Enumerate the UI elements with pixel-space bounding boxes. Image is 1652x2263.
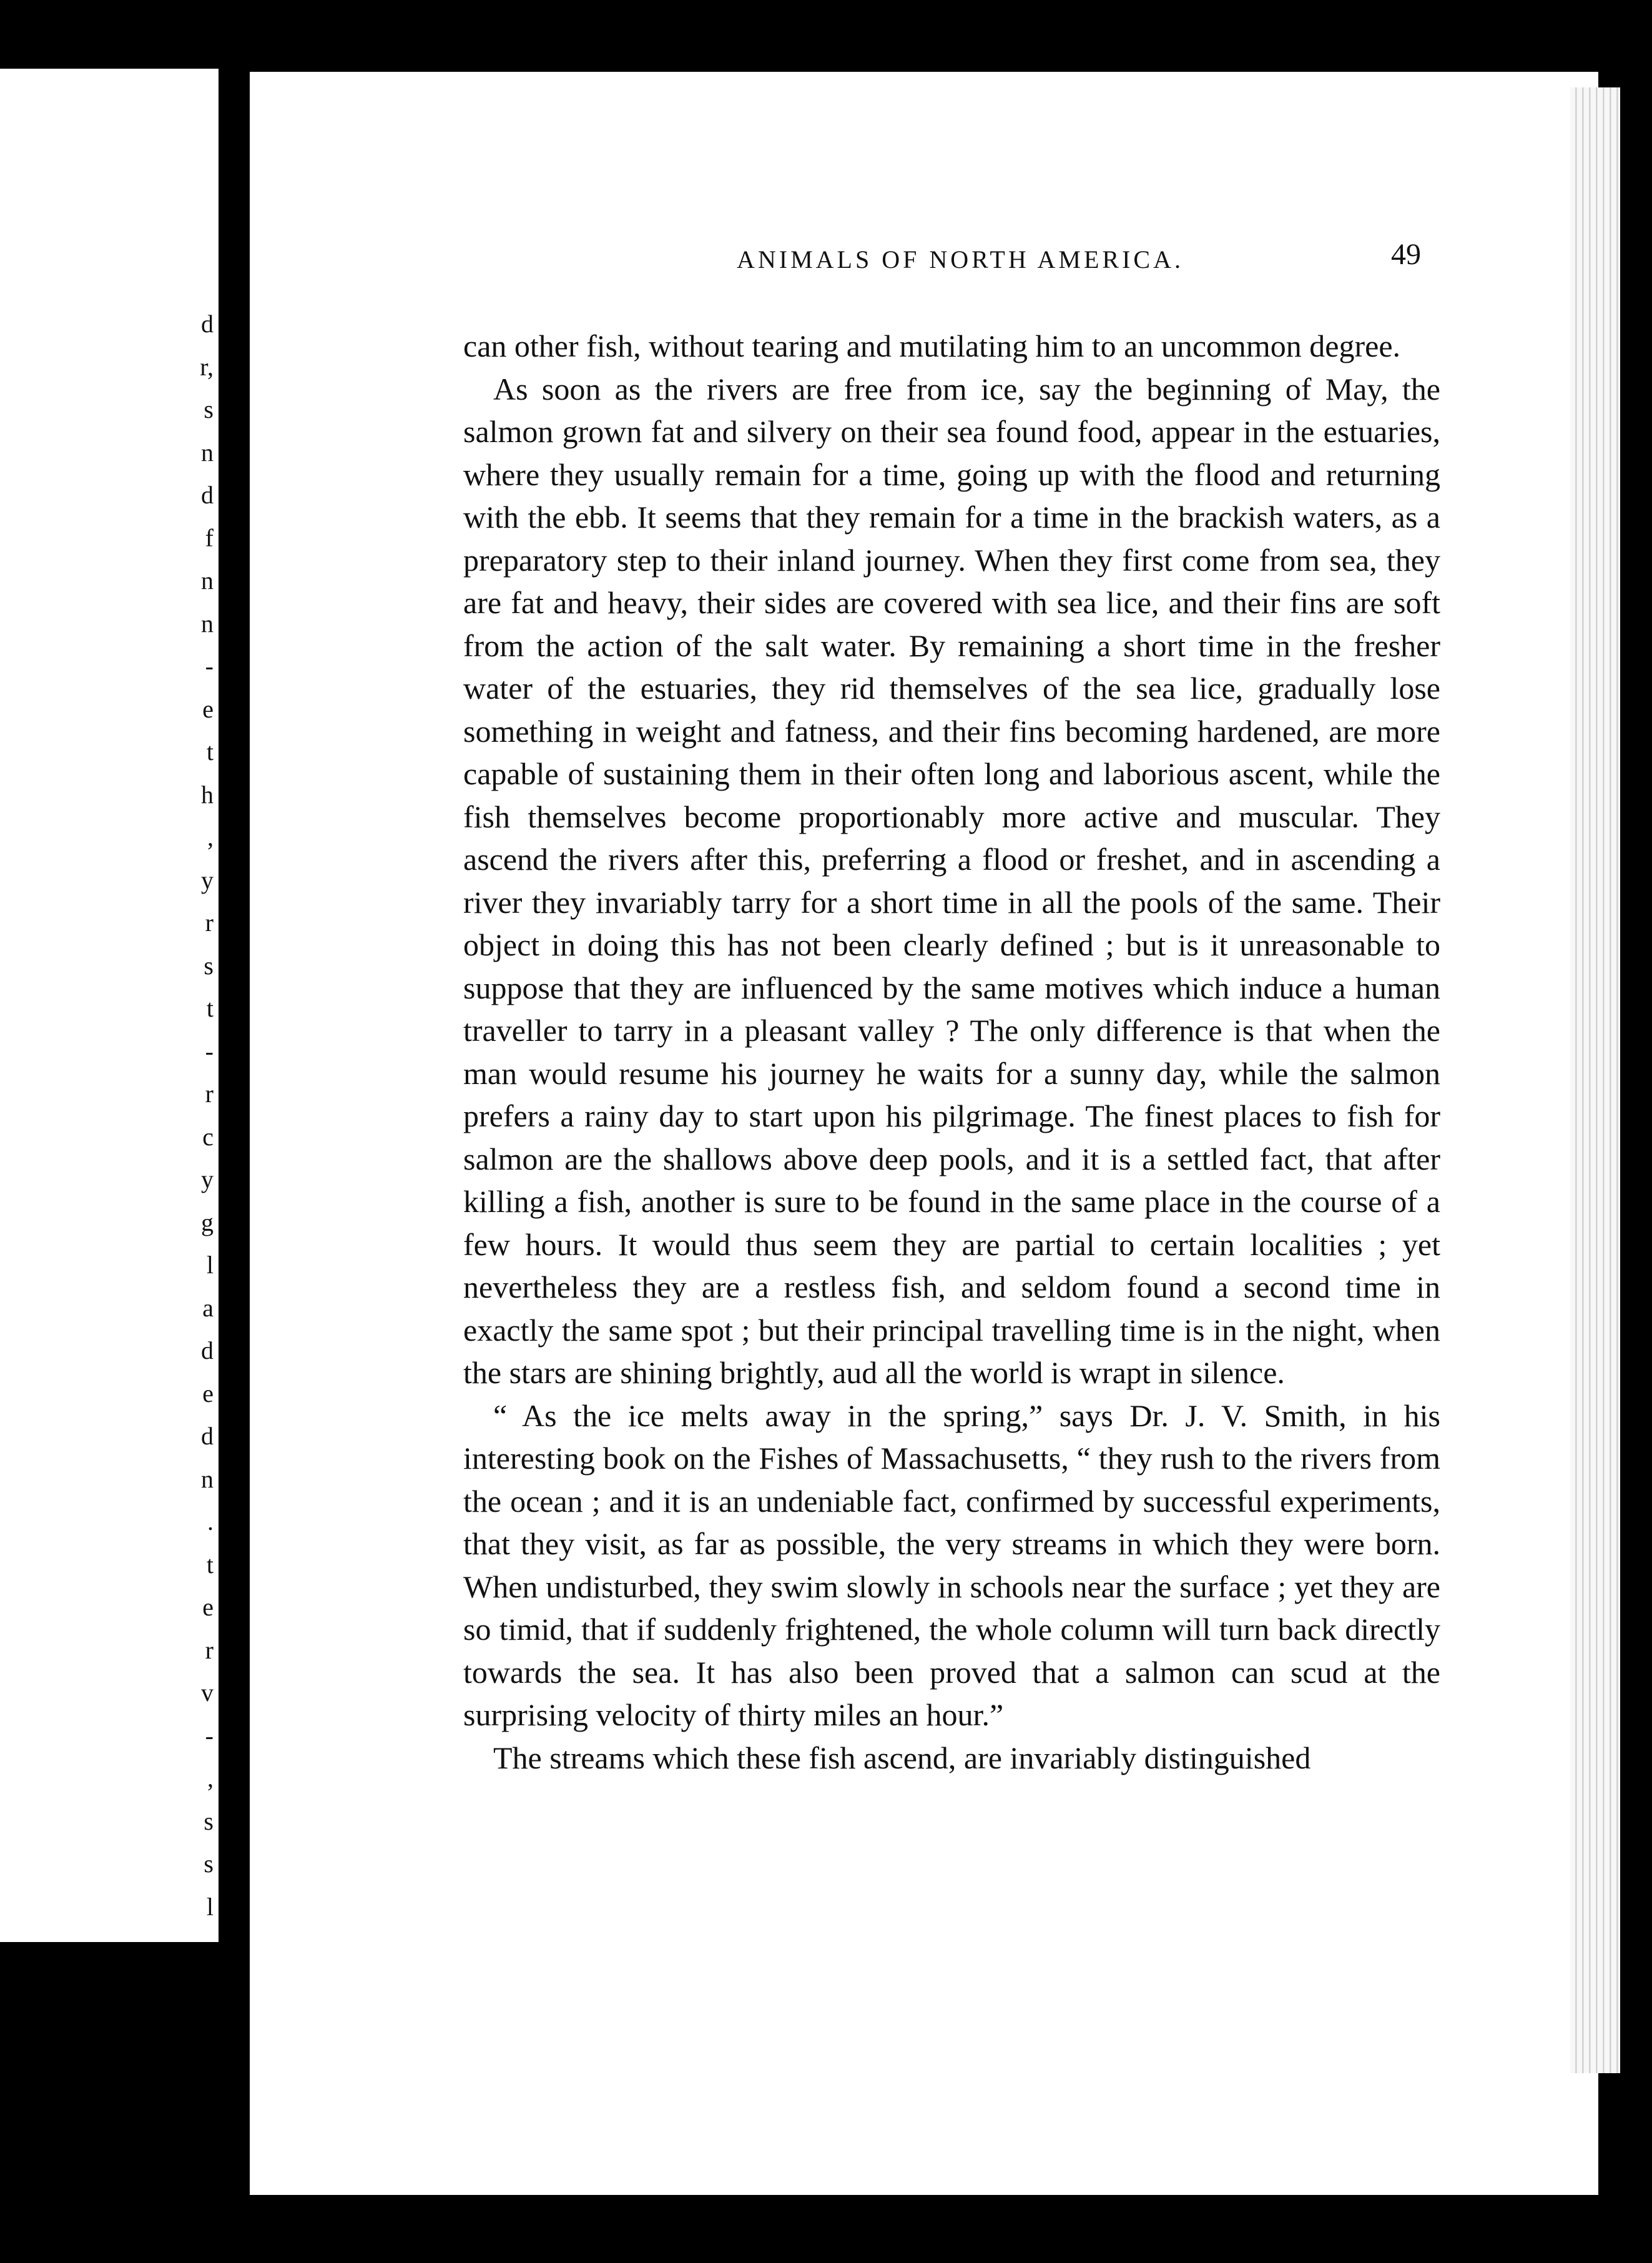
facing-page-fragment: t bbox=[206, 1550, 214, 1579]
facing-page-fragment: s bbox=[204, 1850, 214, 1878]
book-gutter bbox=[222, 62, 234, 2248]
facing-page-fragment: s bbox=[204, 395, 214, 423]
facing-page-fragment: g bbox=[201, 1208, 214, 1236]
page-edges bbox=[1570, 87, 1620, 2073]
facing-page-fragment: e bbox=[202, 694, 214, 723]
facing-page-fragment: d bbox=[201, 1336, 214, 1364]
paragraph: The streams which these fish ascend, are invariably distinguished bbox=[493, 1740, 1311, 1775]
facing-page-fragment: - bbox=[205, 652, 214, 680]
running-title: ANIMALS OF NORTH AMERICA. bbox=[737, 245, 1184, 274]
facing-page-fragment: l bbox=[206, 1892, 214, 1921]
facing-page-fragment: - bbox=[205, 1037, 214, 1065]
facing-page-fragment: - bbox=[205, 1721, 214, 1750]
facing-page-text-fragments bbox=[200, 303, 214, 1928]
facing-page-fragment: r bbox=[205, 909, 214, 937]
facing-page-fragment: , bbox=[207, 823, 214, 851]
facing-page-fragment: v bbox=[201, 1679, 214, 1707]
facing-page-fragment: s bbox=[204, 1807, 214, 1835]
paragraph: As soon as the rivers are free from ice, say the beginning of May, the salmon grown fat and silvery on their sea found food, appear in the estuaries, where they usually remain for a time, going up with the flood and returning with the ebb. It seems that they remain for a time in the brackish waters, as a preparatory step to their inland journey. When they first come from sea, they are fat and heavy, their sides are covered with sea lice, and their fins are soft from the action of the salt water. By remaining a short time in the fresher water of the estuaries, they rid themselves of the sea lice, gradually lose something in weight and fatness, and their fins becoming hardened, are more capable of sustaining them in their often long and laborious ascent, while the fish themselves become proportionably more active and muscular. They ascend the rivers after this, preferring a flood or freshet, and in ascending a river they invariably tarry for a short time in all the pools of the same. Their object in doing this has not been clearly defined ; but is it unreasonable to suppose that they are influenced by the same motives which induce a human traveller to tarry in a pleasant valley ? The only difference is that when the man would resume his journey he waits for a sunny day, while the salmon prefers a rainy day to start upon his pilgrimage. The finest places to fish for salmon are the shallows above deep pools, and it is a settled fact, that after killing a fish, another is sure to be found in the same place in the course of a few hours. It would thus seem they are partial to certain localities ; yet nevertheless they are a restless fish, and seldom found a second time in exactly the same spot ; but their principal travelling time is in the night, when the stars are shining brightly, aud all the world is wrapt in silence. bbox=[463, 371, 1440, 1390]
facing-page-fragment: , bbox=[207, 1764, 214, 1792]
paragraph: “ As the ice melts away in the spring,” says Dr. J. V. Smith, in his interesting book on the Fishes of Massachusetts, “ they rush to the rivers from the ocean ; and it is an undeniable fact, confirmed by successful experiments, that they visit, as far as possible, the very streams in which they were born. When undisturbed, they swim slowly in schools near the surface ; yet they are so timid, that if suddenly frightened, the whole column will turn back directly towards the sea. It has also been proved that a salmon can scud at the surprising velocity of thirty miles an hour.” bbox=[463, 1398, 1440, 1732]
facing-page-fragment: t bbox=[206, 737, 214, 766]
facing-page-fragment: n bbox=[201, 566, 214, 594]
body-text bbox=[463, 325, 1440, 1779]
facing-page-fragment: h bbox=[201, 780, 214, 809]
facing-page-fragment: t bbox=[206, 994, 214, 1022]
facing-page-fragment: a bbox=[202, 1293, 214, 1322]
facing-page-fragment: s bbox=[204, 951, 214, 980]
facing-page-fragment: n bbox=[201, 1464, 214, 1493]
facing-page-fragment: y bbox=[201, 865, 214, 894]
facing-page-fragment: c bbox=[202, 1122, 214, 1151]
facing-page-fragment: r bbox=[205, 1080, 214, 1108]
facing-page-fragment: r, bbox=[200, 352, 214, 381]
facing-page-fragment: l bbox=[206, 1251, 214, 1279]
paragraph: can other fish, without tearing and mutilating him to an uncommon degree. bbox=[463, 328, 1401, 363]
facing-page-fragment: d bbox=[201, 481, 214, 509]
facing-page-fragment: r bbox=[205, 1635, 214, 1664]
page-number: 49 bbox=[1391, 238, 1421, 271]
facing-page-fragment: n bbox=[201, 438, 214, 466]
facing-page bbox=[0, 69, 219, 1942]
facing-page-fragment: . bbox=[207, 1507, 214, 1536]
facing-page-fragment: f bbox=[205, 523, 214, 552]
facing-page-fragment: e bbox=[202, 1379, 214, 1408]
facing-page-fragment: d bbox=[201, 310, 214, 338]
facing-page-fragment: n bbox=[201, 609, 214, 638]
facing-page-fragment: y bbox=[201, 1165, 214, 1193]
facing-page-fragment: e bbox=[202, 1593, 214, 1621]
facing-page-fragment: d bbox=[201, 1422, 214, 1450]
